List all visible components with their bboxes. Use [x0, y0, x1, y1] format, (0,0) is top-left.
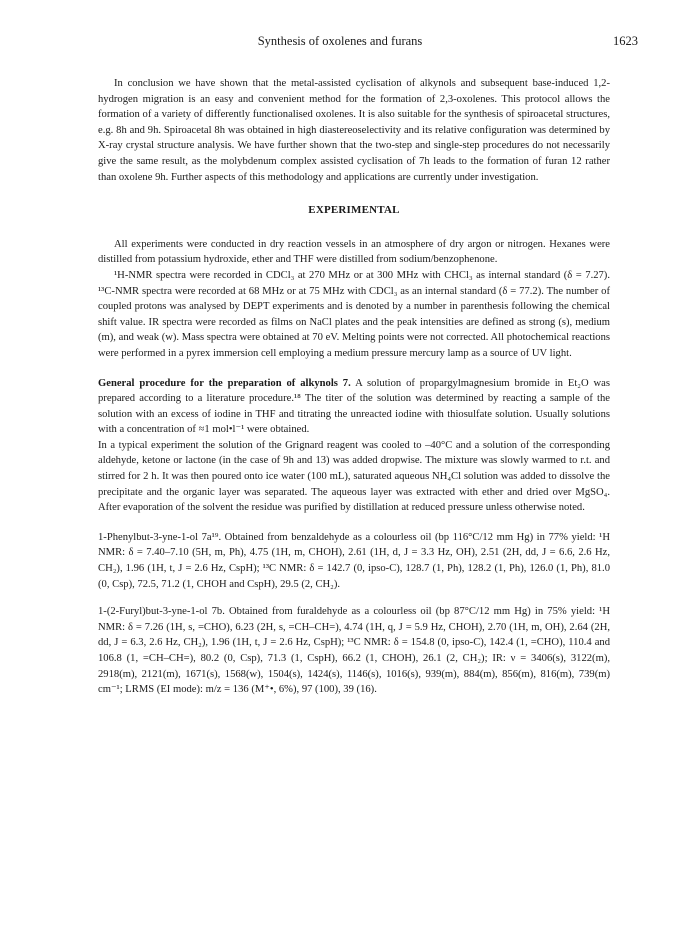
section-heading-experimental: EXPERIMENTAL — [308, 204, 400, 217]
general-procedure-paragraph — [98, 376, 610, 438]
running-title: Synthesis of oxolenes and furans — [257, 34, 423, 48]
general-conditions-paragraph: All experiments were conducted in dry reaction vessels in an atmosphere of dry argon or nitrogen. Hexanes were distilled from potassium hydroxide, ether and THF were distilled from sodium/benzophenone. — [98, 238, 610, 266]
conclusion-paragraph: In conclusion we have shown that the metal-assisted cyclisation of alkynols and subsequent base-induced 1,2-hydrogen migration is an easy and convenient method for the formation of 2,3-oxolenes. This protocol allows the formation of a variety of differently functionalised oxolenes. It is also suitable for the synthesis of spiroacetal structures, e.g. 8h and 9h. Spiroacetal 8h was obtained in high diastereoselectivity and its relative configuration was determined by X-ray crystal structure analysis. We have further shown that the two-step and single-step procedures do not necessarily give the same result, as the molybdenum complex assisted cyclisation of 7h leads to the formation of furan 12 rather than oxolene 9h. Further aspects of this methodology and applications are currently under investigation. — [98, 78, 610, 183]
running-header — [0, 34, 680, 50]
procedure-body: A solution of propargylmagnesium bromide in Et₂O was prepared according to a literature procedure.¹⁸ The titer of the solution was determined by reacting a sample of the solution with an excess of iodine in THF and titrating the unreacted iodine with thiosulfate solution. Usually solutions with a concentration of ≈1 mol•l⁻¹ were obtained. — [98, 377, 611, 436]
typical-experiment-paragraph: In a typical experiment the solution of the Grignard reagent was cooled to –40°C and a solution of the corresponding aldehyde, ketone or lactone (in the case of 9h and 13) was added dropwise. The mixture was slowly warmed to r.t. and stirred for 2 h. It was then poured onto ice water (100 mL), saturated aqueous NH₄Cl solution was added to dissolve the precipitate and the organic layer was separated. The aqueous layer was extracted with ether and dried over MgSO₄. After evaporation of the solvent the residue was purified by distillation at reduced pressure unless otherwise noted. — [98, 439, 610, 514]
procedure-heading: General procedure for the preparation of alkynols 7. — [98, 377, 351, 389]
page-number: 1623 — [613, 34, 638, 48]
compound-7b-entry: 1-(2-Furyl)but-3-yne-1-ol 7b. Obtained from furaldehyde as a colourless oil (bp 87°C/12 mm Hg) in 75% yield: ¹H NMR: δ = 7.26 (1H, s, =CHO), 6.23 (2H, s, =CH–CH=), 4.74 (1H, q, J = 5.9 Hz, CHOH), 2.70 (1H, m, OH), 2.64 (2H, dd, J = 6.3, 2.6 Hz, CH₂), 1.96 (1H, t, J = 2.6 Hz, CspH); ¹³C NMR: δ = 154.8 (0, ipso-C), 142.4 (1, =CHO), 110.4 and 106.8 (1, =CH–CH=), 80.2 (0, Csp), 71.3 (1, CspH), 66.2 (1, CHOH), 26.1 (2, CH₂); IR: ν = 3406(s), 3122(m), 2918(m), 2121(m), 1671(s), 1568(w), 1504(s), 1424(s), 1146(s), 1016(s), 939(m), 884(m), 856(m), 816(m), 739(m) cm⁻¹; LRMS (EI mode): m/z = 136 (M⁺•, 6%), 97 (100), 39 (16). — [98, 606, 610, 696]
nmr-methods-paragraph: ¹H-NMR spectra were recorded in CDCl₃ at 270 MHz or at 300 MHz with CHCl₃ as internal standard (δ = 7.27). ¹³C-NMR spectra were recorded at 68 MHz or at 75 MHz with CDCl₃ as an internal standard (δ = 77.2). The number of coupled protons was analysed by DEPT experiments and is denoted by a number in parenthesis following the chemical shift value. IR spectra were recorded as films on NaCl plates and the peak intensities are defined as strong (s), medium (m), and weak (w). Mass spectra were obtained at 70 eV. Melting points were not corrected. All photochemical reactions were performed in a pyrex immersion cell employing a medium pressure mercury lamp as a source of UV light. — [98, 269, 610, 359]
article-body — [98, 76, 610, 698]
compound-7a-entry: 1-Phenylbut-3-yne-1-ol 7a¹⁹. Obtained from benzaldehyde as a colourless oil (bp 116°C/12 mm Hg) in 77% yield: ¹H NMR: δ = 7.40–7.10 (5H, m, Ph), 4.75 (1H, m, CHOH), 2.61 (1H, d, J = 3.3 Hz, OH), 2.51 (2H, dd, J = 6.6, 2.6 Hz, CH₂), 1.96 (1H, t, J = 2.6 Hz, CspH); ¹³C NMR: δ = 142.7 (0, ipso-C), 128.7 (1, Ph), 128.2 (1, Ph), 126.0 (1, Ph), 81.0 (0, Csp), 72.5, 71.2 (1, CHOH and CspH), 29.5 (2, CH₂). — [98, 531, 610, 590]
